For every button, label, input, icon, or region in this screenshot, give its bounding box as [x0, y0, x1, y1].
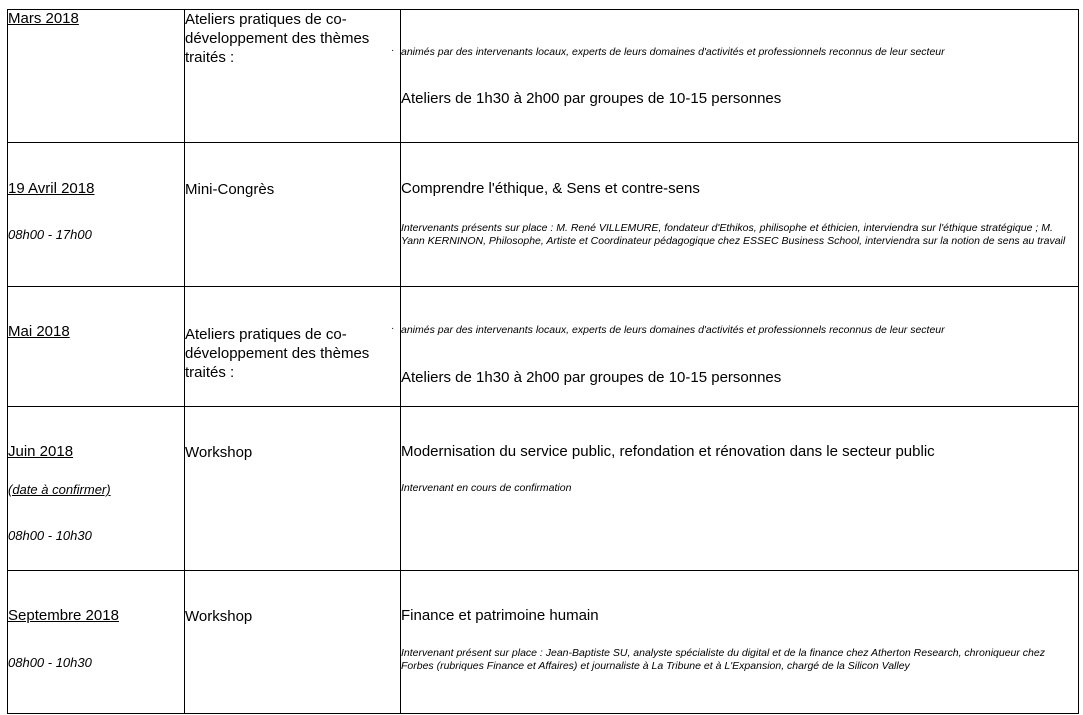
type-cell [185, 143, 401, 287]
table-row [8, 287, 1079, 407]
event-speakers: Intervenants présents sur place : M. René VILLEMURE, fondateur d'Ethikos, philisophe et éthicien, interviendra sur l'éthique stratégique ; M. Yann KERNINON, Philosophe, Artiste et Coordinateur pédagogique chez ESSEC Business School, interviendra sur la notion de sens au travail [401, 222, 1066, 247]
bullet-item [391, 45, 1078, 59]
date-note: (date à confirmer) [8, 482, 111, 497]
event-time: 08h00 - 10h30 [8, 655, 92, 670]
table-row [8, 10, 1079, 143]
event-type: Ateliers pratiques de co-développement des thèmes traités : [185, 326, 370, 381]
event-detail: Ateliers de 1h30 à 2h00 par groupes de 10-15 personnes [401, 369, 782, 386]
event-date: Mars 2018 [8, 10, 79, 27]
table-row [8, 143, 1079, 287]
event-time: 08h00 - 10h30 [8, 528, 92, 543]
type-cell [185, 571, 401, 714]
table-row [8, 407, 1079, 571]
schedule-table [7, 9, 1079, 714]
event-title: Comprendre l'éthique, & Sens et contre-sens [401, 180, 700, 197]
bullet-icon: · [391, 323, 395, 334]
event-detail: Ateliers de 1h30 à 2h00 par groupes de 10-15 personnes [401, 90, 782, 107]
event-speakers: Intervenant en cours de confirmation [401, 482, 572, 494]
bullet-icon: · [391, 45, 395, 56]
bullet-text: animés par des intervenants locaux, experts de leurs domaines d'activités et professionnels reconnus de leur secteur [401, 46, 945, 58]
details-cell [401, 407, 1079, 571]
bullet-item [391, 323, 1078, 337]
date-cell [8, 571, 185, 714]
event-date: Mai 2018 [8, 323, 70, 340]
event-title: Finance et patrimoine humain [401, 607, 599, 624]
details-cell [391, 287, 1079, 407]
event-type: Mini-Congrès [185, 181, 275, 198]
event-date: Juin 2018 [8, 443, 74, 460]
details-cell [391, 10, 1079, 143]
date-cell [8, 143, 185, 287]
event-date: 19 Avril 2018 [8, 180, 95, 197]
date-cell [8, 287, 185, 407]
event-type: Workshop [185, 444, 253, 461]
table-row [8, 571, 1079, 714]
event-type: Ateliers pratiques de co-développement des thèmes traités : [185, 11, 370, 66]
date-cell [8, 407, 185, 571]
details-cell [401, 143, 1079, 287]
event-type: Workshop [185, 608, 253, 625]
details-cell [401, 571, 1079, 714]
event-date: Septembre 2018 [8, 607, 119, 624]
bullet-text: animés par des intervenants locaux, experts de leurs domaines d'activités et professionnels reconnus de leur secteur [401, 324, 945, 336]
type-cell [185, 407, 401, 571]
type-cell [185, 10, 401, 143]
event-time: 08h00 - 17h00 [8, 227, 92, 242]
type-cell [185, 287, 401, 407]
event-speakers: Intervenant présent sur place : Jean-Baptiste SU, analyste spécialiste du digital et de la finance chez Atherton Research, chroniqueur chez Forbes (rubriques Finance et Affaires) et journaliste à La Tribune et à L'Expansion, chargé de la Silicon Valley [401, 647, 1045, 672]
date-cell [8, 10, 185, 143]
event-title: Modernisation du service public, refondation et rénovation dans le secteur public [401, 443, 935, 460]
